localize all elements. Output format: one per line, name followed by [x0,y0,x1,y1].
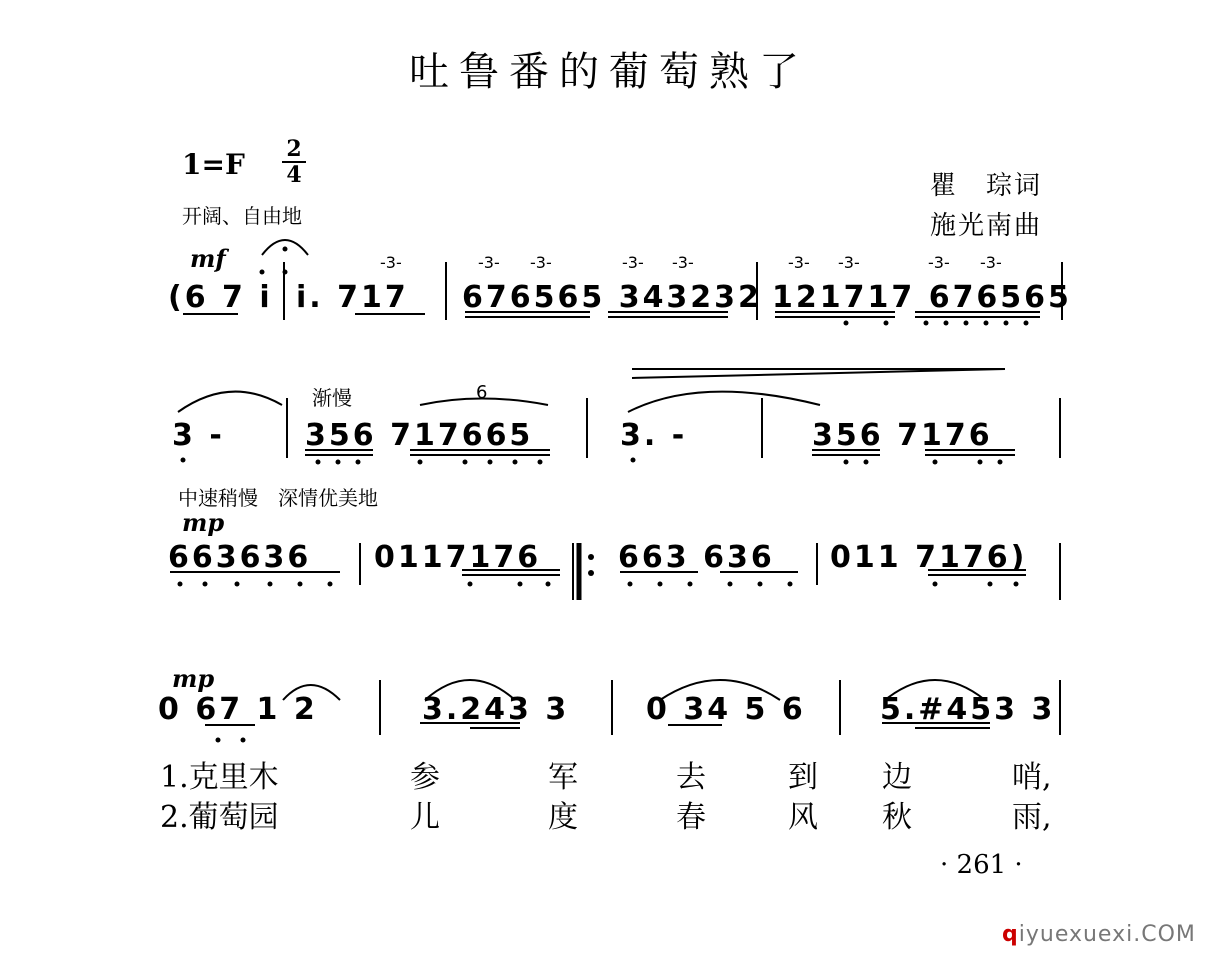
measure-3-0: 663636 [168,540,312,575]
svg-text:-3-: -3- [530,253,552,272]
lyric-v2-1: 儿 [410,800,440,835]
lyric-v1-6: 哨, [1012,760,1052,795]
measure-4-0: 0 67 1 2 [158,692,318,727]
measure-2-0: 3 - [172,418,225,453]
measure-4-3: 5.#453 3 [880,692,1056,727]
lyric-v2-0: 2.葡萄园 [160,800,279,835]
watermark-logo-letter: q [1002,922,1019,947]
lyric-v1-5: 边 [882,760,912,795]
svg-text:-3-: -3- [928,253,950,272]
measure-2-2: 3. - [620,418,688,453]
tempo-moderate: 中速稍慢 深情优美地 [178,486,378,510]
tempo-marking: 开阔、自由地 [182,204,302,228]
svg-text:-3-: -3- [672,253,694,272]
lyric-v1-2: 军 [548,760,578,795]
svg-text:-3-: -3- [478,253,500,272]
measure-1-1: i. 717 [296,280,409,315]
svg-text:-3-: -3- [788,253,810,272]
lyric-v1-4: 到 [788,760,818,795]
lyric-v2-3: 春 [676,800,706,835]
dynamic-mf: mf [190,244,226,273]
lyric-v1-0: 1.克里木 [160,760,279,795]
watermark-text: iyuexuexi.COM [1018,922,1196,947]
measure-3-1: 0117176 [374,540,542,575]
lyric-v2-5: 秋 [882,800,912,835]
tempo-slowing: 渐慢 [312,386,352,410]
svg-text:-3-: -3- [980,253,1002,272]
dynamic-mp-1: mp [182,508,225,537]
measure-3-2: 663 636 [618,540,775,575]
dynamic-mp-2: mp [172,664,215,693]
time-sig-numerator: 2 [286,136,302,162]
svg-text:-3-: -3- [622,253,644,272]
time-sig-denominator: 4 [286,162,302,188]
lyric-v2-6: 雨, [1012,800,1052,835]
lyric-v1-1: 参 [410,760,440,795]
song-title: 吐鲁番的葡萄熟了 [409,49,809,95]
measure-1-3: 121717 676565 [772,280,1072,315]
site-watermark [1002,922,1196,947]
key-signature: 1=F [182,148,245,181]
lyric-v2-4: 风 [788,800,818,835]
measure-2-1: 356 717665 [305,418,534,453]
measure-1-0: (6 7 i [168,280,273,315]
composer-credit: 施光南曲 [930,211,1043,241]
measure-2-3: 356 7176 [812,418,993,453]
svg-text:-3-: -3- [838,253,860,272]
lyricist-credit: 瞿 琮词 [930,171,1043,201]
svg-text:-3-: -3- [380,253,402,272]
measure-3-3: 011 7176) [830,540,1028,575]
sextuplet-mark: 6 [476,382,488,403]
measure-1-2: 676565 343232 [462,280,762,315]
lyric-v1-3: 去 [676,760,706,795]
measure-4-2: 0 34 5 6 [646,692,806,727]
lyric-v2-2: 度 [548,800,578,835]
page-number: · 261 · [940,850,1023,880]
measure-4-1: 3.243 3 [422,692,570,727]
